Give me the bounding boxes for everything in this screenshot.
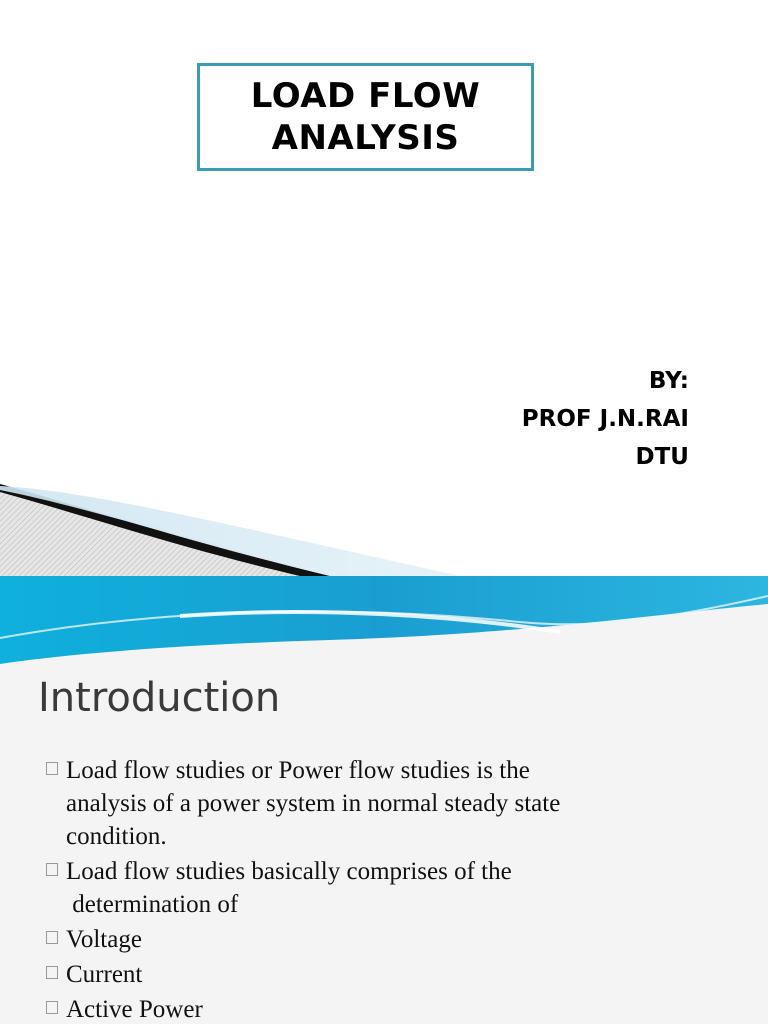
title-line-1: LOAD FLOW xyxy=(250,76,481,116)
bullet-box-icon xyxy=(46,966,58,979)
bullet-item xyxy=(46,993,746,1024)
author-name: PROF J.N.RAI xyxy=(521,406,689,432)
bullet-list xyxy=(46,754,746,1024)
bullet-item xyxy=(46,855,746,921)
bullet-text-line: determination of xyxy=(66,891,239,918)
bullet-item xyxy=(46,958,746,991)
by-label: BY: xyxy=(648,368,689,394)
byline xyxy=(522,362,689,476)
slide-introduction xyxy=(0,576,768,1024)
bullet-item xyxy=(46,754,746,853)
title-box xyxy=(197,63,534,171)
title-line-2: ANALYSIS xyxy=(271,118,460,158)
bullet-box-icon xyxy=(46,1001,58,1014)
bullet-text-line: Load flow studies or Power flow studies is the xyxy=(66,757,530,784)
slide-title-text xyxy=(251,75,480,159)
bullet-box-icon xyxy=(46,931,58,944)
bullet-box-icon xyxy=(46,762,58,775)
bullet-text-line: Active Power xyxy=(66,996,203,1023)
bullet-text-line: condition. xyxy=(66,823,167,850)
institution: DTU xyxy=(635,444,689,470)
bullet-item xyxy=(46,923,746,956)
section-heading: Introduction xyxy=(38,675,281,721)
decorative-wave-banner xyxy=(0,576,768,666)
bullet-text-line: Voltage xyxy=(66,926,142,953)
bullet-text-line: Current xyxy=(66,961,143,988)
bullet-text-line: Load flow studies basically comprises of the xyxy=(66,858,512,885)
bullet-box-icon xyxy=(46,863,58,876)
bullet-text-line: analysis of a power system in normal steady state xyxy=(66,790,561,817)
decorative-swoosh xyxy=(0,470,768,576)
